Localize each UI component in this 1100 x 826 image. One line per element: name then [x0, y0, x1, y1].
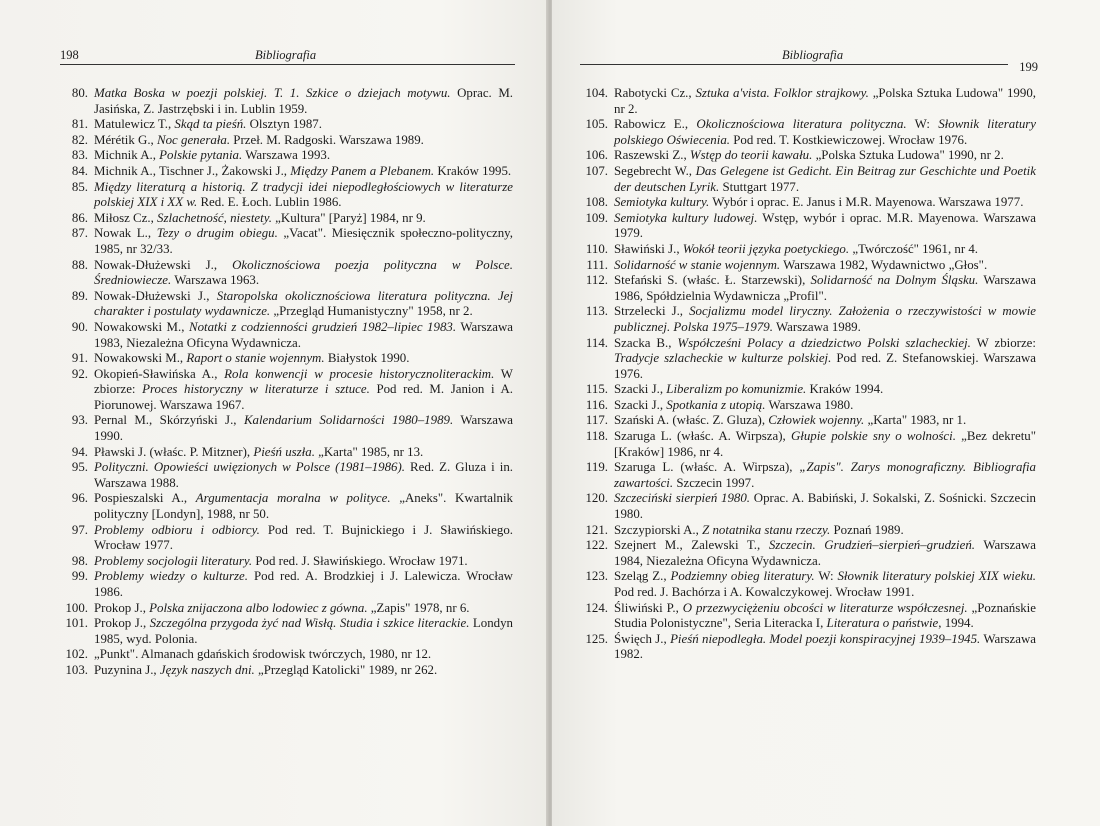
- bibliography-entry: [58, 554, 513, 570]
- bibliography-entry: [578, 304, 1036, 335]
- entry-number: 94.: [71, 444, 88, 459]
- entry-title-italic: Polityczni. Opowieści uwięzionych w Polsce (1981–1986).: [94, 460, 405, 475]
- entry-text-segment: Przeł. M. Radgoski. Warszawa 1989.: [230, 132, 424, 147]
- bibliography-entry: [58, 445, 513, 461]
- entry-text: [614, 523, 1036, 539]
- entry-number: 88.: [71, 257, 88, 272]
- entry-text: [614, 273, 1036, 304]
- entry-number: 122.: [585, 538, 608, 553]
- entry-text-segment: Poznań 1989.: [830, 522, 904, 537]
- entry-text-segment: Szański A. (właśc. Z. Gluza),: [614, 413, 769, 428]
- bibliography-entry: [58, 523, 513, 554]
- entry-text-segment: Warszawa 1989.: [772, 319, 861, 334]
- entry-title-italic: Problemy wiedzy o kulturze.: [94, 569, 248, 584]
- entry-text: [614, 460, 1036, 491]
- bibliography-entry: [578, 601, 1036, 632]
- entry-text-segment: Nowakowski M.,: [94, 351, 187, 366]
- entry-text: [94, 554, 513, 570]
- entry-title-italic: Liberalizm po komunizmie.: [666, 382, 807, 397]
- entry-text: [94, 663, 513, 679]
- entry-title-italic: Staropolska okolicznościowa literatura polityczna. Jej charakter i postulaty wydawnicze.: [94, 288, 513, 319]
- entry-text-segment: W:: [814, 569, 838, 584]
- entry-text-segment: „Karta" 1985, nr 13.: [314, 444, 424, 459]
- header-rule: [580, 64, 1008, 65]
- entry-title-italic: Semiotyka kultury.: [614, 195, 710, 210]
- entry-text-segment: Pod red. J. Bachórza i A. Kowalczykowej. Wrocław 1991.: [614, 585, 915, 599]
- entry-title-italic: Podziemny obieg literatury.: [670, 569, 815, 584]
- entry-text-segment: Mérétik G.,: [94, 132, 158, 147]
- entry-title-italic: Rola konwencji w procesie historycznoliterackim.: [224, 366, 495, 381]
- entry-text-segment: „Zapis" 1978, nr 6.: [367, 600, 470, 615]
- entry-title-italic: Współcześni Polacy a dziedzictwo Polski szlacheckiej.: [677, 335, 971, 350]
- entry-number: 96.: [71, 491, 88, 506]
- entry-text: [614, 382, 1036, 398]
- entry-text: [94, 569, 513, 600]
- entry-number: 120.: [585, 491, 608, 506]
- entry-number: 84.: [71, 163, 88, 178]
- entry-title-italic: „Zapis". Zarys monograficzny. Bibliografia zawartości.: [614, 460, 1037, 490]
- entry-text-segment: W zbiorze:: [94, 366, 513, 397]
- entry-text-segment: Warszawa 1980.: [765, 397, 854, 412]
- bibliography-entry: [578, 86, 1036, 117]
- entry-text: [614, 398, 1036, 414]
- entry-title-italic: Słownik literatury polskiego Oświecenia.: [614, 117, 1036, 147]
- entry-text-segment: W zbiorze:: [970, 335, 1036, 350]
- entry-number: 92.: [71, 366, 88, 381]
- page-number: 198: [60, 48, 79, 62]
- entry-text: [614, 632, 1036, 663]
- entry-number: 118.: [585, 429, 608, 444]
- entry-number: 112.: [585, 273, 608, 288]
- bibliography-entry: [58, 226, 513, 257]
- entry-text-segment: Rabotycki Cz.,: [614, 86, 696, 100]
- entry-text-segment: Pławski J. (właśc. P. Mitzner),: [94, 444, 254, 459]
- bibliography-entry: [578, 429, 1036, 460]
- entry-number: 115.: [585, 382, 608, 397]
- entry-text-segment: Matulewicz T.,: [94, 117, 175, 132]
- entry-text-segment: Segebrecht W.,: [614, 163, 696, 178]
- entry-number: 107.: [585, 163, 608, 178]
- entry-text-segment: Puzynina J.,: [94, 662, 160, 677]
- bibliography-entry: [578, 569, 1036, 600]
- entry-number: 106.: [585, 148, 608, 163]
- entry-text-segment: Raszewski Z.,: [614, 148, 690, 163]
- entry-title-italic: Szczeciński sierpień 1980.: [614, 491, 751, 506]
- entry-title-italic: Literatura o państwie: [826, 616, 939, 631]
- entry-number: 99.: [71, 569, 88, 584]
- bibliography-entry: [578, 632, 1036, 663]
- entry-text: [614, 336, 1036, 383]
- entry-text-segment: Oprac. A. Babiński, J. Sokalski, Z. Sośnicki. Szczecin 1980.: [614, 491, 1036, 522]
- entry-number: 111.: [586, 257, 608, 272]
- entry-title-italic: Głupie polskie sny o wolności.: [790, 429, 956, 444]
- entry-text-segment: Warszawa 1993.: [242, 148, 331, 163]
- bibliography-entry: [58, 133, 513, 149]
- entry-text-segment: Szczypiorski A.,: [614, 522, 703, 537]
- entry-title-italic: Solidarność na Dolnym Śląsku.: [810, 273, 979, 288]
- entry-text: [94, 616, 513, 647]
- entry-title-italic: Matka Boska w poezji polskiej. T. 1. Szkice o dziejach motywu.: [94, 86, 451, 100]
- entry-number: 113.: [585, 304, 608, 319]
- entry-text-segment: Kraków 1994.: [806, 382, 884, 397]
- left-page: [0, 0, 548, 826]
- entry-text-segment: Red. E. Łoch. Lublin 1986.: [197, 195, 342, 210]
- entry-number: 121.: [585, 522, 608, 537]
- entry-text-segment: Wybór i oprac. E. Janus i M.R. Mayenowa. Warszawa 1977.: [709, 195, 1024, 210]
- entry-title-italic: Proces historyczny w literaturze i sztuce.: [142, 382, 370, 397]
- entry-number: 83.: [71, 148, 88, 163]
- entry-text: [94, 211, 513, 227]
- entry-title-italic: Skąd ta pieśń.: [174, 117, 247, 132]
- entry-text: [94, 133, 513, 149]
- entry-text: [94, 460, 513, 491]
- entry-number: 124.: [585, 600, 608, 615]
- entry-title-italic: Szczecin. Grudzień–sierpień–grudzień.: [768, 538, 976, 553]
- entry-title-italic: Wstęp do teorii kawału.: [689, 148, 813, 163]
- entry-text-segment: „Polska Sztuka Ludowa" 1990, nr 2.: [812, 148, 1004, 163]
- entry-number: 119.: [585, 460, 608, 475]
- entry-text-segment: „Przegląd Humanistyczny" 1958, nr 2.: [270, 304, 473, 319]
- entry-text-segment: Szacki J.,: [614, 397, 667, 412]
- entry-title-italic: Spotkania z utopią.: [666, 397, 766, 412]
- bibliography-entry: [578, 211, 1036, 242]
- bibliography-list-left: [58, 86, 513, 679]
- bibliography-entry: [578, 164, 1036, 195]
- entry-text-segment: Nowak-Dłużewski J.,: [94, 257, 233, 272]
- entry-text-segment: „Poznańskie Studia Polonistyczne", Seria Literacka I,: [614, 600, 1036, 631]
- bibliography-entry: [58, 351, 513, 367]
- entry-text-segment: Stefański S. (właśc. Ł. Starzewski),: [614, 273, 811, 288]
- entry-text-segment: Białystok 1990.: [324, 351, 410, 366]
- entry-title-italic: Słownik literatury polskiej XIX wieku.: [837, 569, 1036, 584]
- entry-text: [94, 413, 513, 444]
- header-rule: [60, 64, 515, 65]
- bibliography-entry: [58, 663, 513, 679]
- entry-text-segment: Nowak-Dłużewski J.,: [94, 288, 217, 303]
- entry-title-italic: Sztuka a'vista. Folklor strajkowy.: [695, 86, 869, 100]
- entry-text-segment: Szacka B.,: [614, 335, 678, 350]
- entry-text-segment: Kraków 1995.: [434, 163, 512, 178]
- entry-text-segment: Pod red. T. Kostkiewiczowej. Wrocław 1976.: [730, 132, 968, 147]
- bibliography-entry: [58, 460, 513, 491]
- bibliography-entry: [578, 398, 1036, 414]
- entry-text-segment: Pernal M., Skórzyński J.,: [94, 413, 244, 428]
- entry-text-segment: Miłosz Cz.,: [94, 210, 158, 225]
- entry-text-segment: Wstęp, wybór i oprac. M.R. Mayenowa. Warszawa 1979.: [614, 210, 1036, 241]
- entry-text: [614, 538, 1036, 569]
- bibliography-entry: [578, 413, 1036, 429]
- entry-title-italic: O przezwyciężeniu obcości w literaturze współczesnej.: [682, 600, 968, 615]
- entry-text: [614, 148, 1036, 164]
- entry-number: 87.: [71, 226, 88, 241]
- bibliography-entry: [58, 320, 513, 351]
- entry-number: 105.: [585, 117, 608, 132]
- entry-title-italic: Wokół teorii języka poetyckiego.: [682, 241, 850, 256]
- entry-text-segment: Pod red. J. Sławińskiego. Wrocław 1971.: [252, 553, 468, 568]
- entry-text-segment: Sławiński J.,: [614, 241, 683, 256]
- entry-text-segment: , 1994.: [938, 616, 974, 631]
- bibliography-entry: [58, 258, 513, 289]
- entry-number: 125.: [585, 631, 608, 646]
- entry-text: [614, 491, 1036, 522]
- entry-text-segment: Szacki J.,: [614, 382, 667, 397]
- bibliography-entry: [58, 117, 513, 133]
- entry-number: 123.: [585, 569, 608, 584]
- entry-text: [94, 148, 513, 164]
- entry-number: 109.: [585, 210, 608, 225]
- entry-text-segment: Warszawa 1990.: [94, 413, 513, 444]
- entry-text-segment: „Bez dekretu" [Kraków] 1986, nr 4.: [614, 429, 1036, 459]
- entry-title-italic: Semiotyka kultury ludowej.: [614, 210, 758, 225]
- entry-text: [94, 601, 513, 617]
- entry-text-segment: Pod red. T. Bujnickiego i J. Sławińskiego. Wrocław 1977.: [94, 522, 513, 553]
- entry-number: 98.: [71, 553, 88, 568]
- entry-text: [614, 413, 1036, 429]
- entry-text-segment: Szczecin 1997.: [673, 475, 755, 490]
- entry-text: [614, 195, 1036, 211]
- entry-text-segment: Prokop J.,: [94, 600, 150, 615]
- bibliography-list-right: [578, 86, 1036, 663]
- entry-text: [94, 117, 513, 133]
- entry-text-segment: Szaruga L. (właśc. A. Wirpsza),: [614, 429, 791, 444]
- entry-number: 108.: [585, 195, 608, 210]
- right-page: [552, 0, 1100, 826]
- entry-number: 91.: [71, 351, 88, 366]
- bibliography-entry: [58, 616, 513, 647]
- bibliography-entry: [58, 289, 513, 320]
- entry-text-segment: Warszawa 1983, Niezależna Oficyna Wydawnicza.: [94, 319, 513, 350]
- bibliography-entry: [58, 180, 513, 211]
- entry-text: [614, 258, 1036, 274]
- entry-title-italic: Argumentacja moralna w polityce.: [195, 491, 391, 506]
- entry-text: [94, 226, 513, 257]
- bibliography-entry: [578, 382, 1036, 398]
- entry-title-italic: Z notatnika stanu rzeczy.: [702, 522, 831, 537]
- entry-number: 116.: [585, 397, 608, 412]
- entry-text-segment: Olsztyn 1987.: [246, 117, 322, 132]
- bibliography-entry: [58, 148, 513, 164]
- entry-text-segment: „Twórczość" 1961, nr 4.: [849, 241, 979, 256]
- bibliography-entry: [578, 491, 1036, 522]
- entry-number: 97.: [71, 522, 88, 537]
- entry-title-italic: Okolicznościowa poezja polityczna w Polsce. Średniowiecze.: [94, 257, 513, 288]
- bibliography-entry: [578, 460, 1036, 491]
- entry-title-italic: Pieśń niepodległa. Model poezji konspiracyjnej 1939–1945.: [670, 631, 981, 646]
- running-title: Bibliografia: [255, 48, 317, 62]
- running-title: Bibliografia: [782, 48, 844, 62]
- entry-title-italic: Język naszych dni.: [159, 662, 255, 677]
- entry-text-segment: Rabowicz E.,: [614, 117, 697, 132]
- bibliography-entry: [578, 336, 1036, 383]
- entry-title-italic: Noc generała.: [157, 132, 231, 147]
- bibliography-entry: [58, 491, 513, 522]
- entry-text: [94, 367, 513, 414]
- entry-title-italic: Raport o stanie wojennym.: [186, 351, 325, 366]
- entry-text-segment: „Vacat". Miesięcznik społeczno-polityczny, 1985, nr 32/33.: [94, 226, 513, 256]
- bibliography-entry: [578, 242, 1036, 258]
- entry-title-italic: Między Panem a Plebanem.: [290, 163, 435, 178]
- entry-text-segment: „Przegląd Katolicki" 1989, nr 262.: [254, 662, 438, 677]
- bibliography-entry: [58, 86, 513, 117]
- entry-text-segment: Stuttgart 1977.: [719, 179, 800, 194]
- entry-text: [614, 164, 1036, 195]
- entry-text: [94, 491, 513, 522]
- bibliography-entry: [578, 195, 1036, 211]
- entry-text: [94, 289, 513, 320]
- entry-text-segment: Święch J.,: [614, 631, 671, 646]
- entry-number: 80.: [71, 86, 88, 100]
- entry-text: [614, 242, 1036, 258]
- entry-title-italic: Das Gelegene ist Gedicht. Ein Beitrag zur Geschichte und Poetik der deutschen Lyrik.: [614, 163, 1036, 194]
- entry-text-segment: Oprac. M. Jasińska, Z. Jastrzębski i in. Lublin 1959.: [94, 86, 513, 116]
- entry-number: 110.: [585, 241, 608, 256]
- entry-title-italic: Problemy odbioru i odbiorcy.: [94, 522, 260, 537]
- entry-text-segment: Nowak L.,: [94, 226, 157, 241]
- entry-text-segment: Okopień-Sławińska A.,: [94, 366, 225, 381]
- entry-text: [94, 180, 513, 211]
- entry-text-segment: Pod red. Z. Stefanowskiej. Warszawa 1976.: [614, 351, 1036, 381]
- entry-text-segment: Warszawa 1982, Wydawnictwo „Głos".: [780, 257, 988, 272]
- entry-text: [94, 164, 513, 180]
- entry-text: [614, 86, 1036, 117]
- bibliography-entry: [58, 367, 513, 414]
- bibliography-entry: [578, 117, 1036, 148]
- entry-text-segment: Warszawa 1986, Spółdzielnia Wydawnicza „Profil".: [614, 273, 1036, 303]
- entry-number: 95.: [71, 460, 88, 475]
- entry-text: [94, 445, 513, 461]
- entry-text-segment: „Karta" 1983, nr 1.: [864, 413, 967, 428]
- entry-text-segment: Strzelecki J.,: [614, 304, 690, 319]
- entry-title-italic: Szczególna przygoda żyć nad Wisłą. Studia i szkice literackie.: [149, 616, 470, 631]
- entry-text-segment: „Polska Sztuka Ludowa" 1990, nr 2.: [614, 86, 1036, 116]
- entry-number: 114.: [585, 335, 608, 350]
- entry-title-italic: Szlachetność, niestety.: [157, 210, 272, 225]
- entry-title-italic: Polskie pytania.: [159, 148, 243, 163]
- bibliography-entry: [58, 569, 513, 600]
- entry-text-segment: „Punkt". Almanach gdańskich środowisk twórczych, 1980, nr 12.: [94, 647, 432, 662]
- page-number: 199: [1019, 60, 1038, 74]
- entry-text-segment: Warszawa 1982.: [614, 631, 1036, 662]
- entry-text-segment: Pod red. M. Janion i A. Piorunowej. Warszawa 1967.: [94, 382, 513, 412]
- bibliography-entry: [58, 647, 513, 663]
- entry-title-italic: Notatki z codzienności grudzień 1982–lipiec 1983.: [188, 319, 457, 334]
- bibliography-entry: [578, 148, 1036, 164]
- entry-number: 102.: [65, 647, 88, 662]
- bibliography-entry: [578, 538, 1036, 569]
- entry-text-segment: Red. Z. Gluza i in. Warszawa 1988.: [94, 460, 513, 490]
- bibliography-entry: [58, 413, 513, 444]
- entry-text: [614, 569, 1036, 600]
- entry-text-segment: Pod red. A. Brodzkiej i J. Lalewicza. Wrocław 1986.: [94, 569, 513, 599]
- entry-number: 85.: [71, 179, 88, 194]
- bibliography-entry: [578, 273, 1036, 304]
- entry-text: [94, 258, 513, 289]
- entry-text-segment: Michnik A., Tischner J., Żakowski J.,: [94, 163, 291, 178]
- entry-text: [614, 117, 1036, 148]
- entry-text: [614, 304, 1036, 335]
- entry-text-segment: Michnik A.,: [94, 148, 160, 163]
- entry-text: [614, 211, 1036, 242]
- entry-number: 104.: [585, 86, 608, 100]
- entry-title-italic: Solidarność w stanie wojennym.: [614, 257, 781, 272]
- entry-title-italic: Kalendarium Solidarności 1980–1989.: [243, 413, 454, 428]
- entry-number: 93.: [71, 413, 88, 428]
- entry-title-italic: Problemy socjologii literatury.: [94, 553, 253, 568]
- entry-text-segment: „Aneks". Kwartalnik polityczny [Londyn], 1988, nr 50.: [94, 491, 514, 522]
- entry-text-segment: „Kultura" [Paryż] 1984, nr 9.: [271, 210, 426, 225]
- entry-number: 103.: [65, 662, 88, 677]
- entry-text-segment: Warszawa 1984, Niezależna Oficyna Wydawnicza.: [614, 538, 1036, 568]
- entry-text: [614, 429, 1036, 460]
- entry-text-segment: Londyn 1985, wyd. Polonia.: [94, 616, 513, 646]
- entry-title-italic: Tezy o drugim obiegu.: [156, 226, 278, 241]
- entry-number: 89.: [71, 288, 88, 303]
- entry-number: 81.: [71, 117, 88, 132]
- entry-text-segment: Szaruga L. (właśc. A. Wirpsza),: [614, 460, 800, 475]
- entry-text: [94, 320, 513, 351]
- entry-number: 100.: [65, 600, 88, 615]
- entry-text-segment: Pospieszalski A.,: [94, 491, 196, 506]
- entry-title-italic: Między literaturą a historią. Z tradycji idei niepodległościowych w literaturze polskiej XIX i XX w.: [94, 179, 513, 210]
- entry-text-segment: Prokop J.,: [94, 616, 150, 631]
- entry-number: 90.: [71, 319, 88, 334]
- entry-title-italic: Pieśń uszła.: [253, 444, 315, 459]
- entry-text-segment: Warszawa 1963.: [171, 273, 260, 288]
- entry-text-segment: Szeląg Z.,: [614, 569, 671, 584]
- entry-text: [94, 647, 513, 663]
- entry-text-segment: Śliwiński P.,: [614, 600, 683, 615]
- entry-text-segment: W:: [906, 117, 939, 132]
- entry-title-italic: Socjalizmu model liryczny. Założenia o rzeczywistości w mowie publicznej. Polska 1975–1979.: [614, 304, 1036, 334]
- entry-number: 101.: [65, 616, 88, 631]
- entry-title-italic: Polska znijaczona albo lodowiec z gówna.: [149, 600, 368, 615]
- entry-text: [614, 601, 1036, 632]
- bibliography-entry: [578, 258, 1036, 274]
- entry-text-segment: Nowakowski M.,: [94, 319, 189, 334]
- entry-number: 117.: [585, 413, 608, 428]
- entry-number: 86.: [71, 210, 88, 225]
- entry-text: [94, 523, 513, 554]
- entry-text: [94, 86, 513, 117]
- bibliography-entry: [58, 601, 513, 617]
- entry-number: 82.: [71, 132, 88, 147]
- entry-title-italic: Tradycje szlacheckie w kulturze polskiej.: [614, 351, 832, 366]
- entry-title-italic: Okolicznościowa literatura polityczna.: [696, 117, 907, 132]
- bibliography-entry: [58, 211, 513, 227]
- bibliography-entry: [578, 523, 1036, 539]
- entry-text: [94, 351, 513, 367]
- entry-text-segment: Szejnert M., Zalewski T.,: [614, 538, 769, 553]
- bibliography-entry: [58, 164, 513, 180]
- entry-title-italic: Człowiek wojenny.: [768, 413, 865, 428]
